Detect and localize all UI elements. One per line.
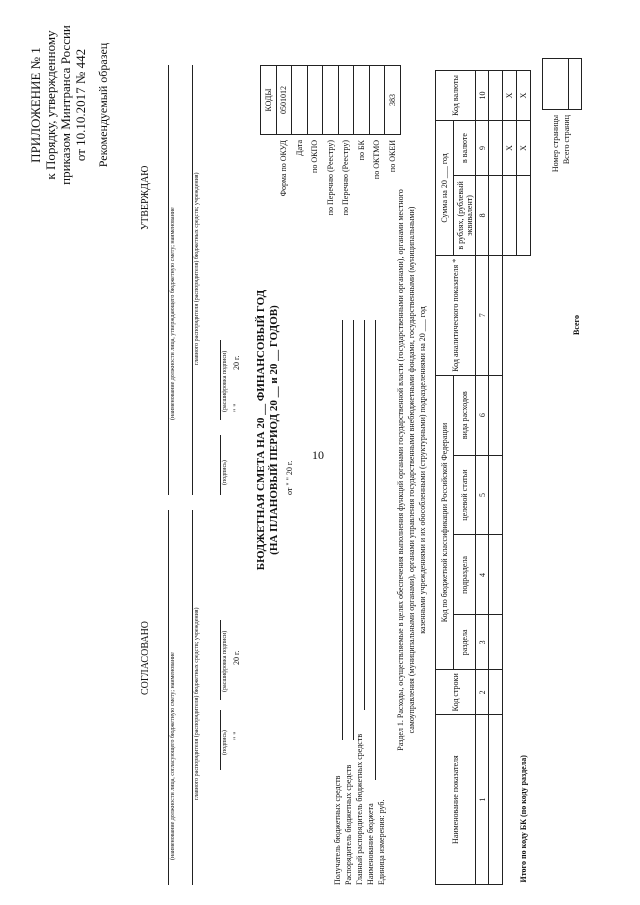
recommended-sample: Рекомендуемый образец — [96, 42, 110, 168]
page-num-box — [542, 58, 569, 110]
appendix-title: ПРИЛОЖЕНИЕ № 1 — [28, 47, 43, 163]
x-mark: X — [517, 71, 531, 121]
th-currency: в валюте — [454, 121, 476, 176]
agree-title: СОГЛАСОВАНО — [140, 620, 151, 695]
table-cell — [489, 715, 503, 885]
appendix-line: приказом Минтранса России — [58, 25, 73, 185]
code-label: Дата — [294, 140, 304, 156]
appendix-line: к Порядку, утвержденному — [43, 30, 58, 180]
section-line2: самоуправления (муниципальными органами), органами управления государственными внебюджетными фондами, государственными (муниципальными) — [407, 206, 416, 734]
approve-org-hint: главного распорядителя (распорядителя) бюджетных средств; учреждения) — [194, 172, 200, 365]
approve-title: УТВЕРЖДАЮ — [140, 165, 151, 230]
th-indicator-name: Наименование показателя — [436, 715, 476, 885]
table-cell — [489, 455, 503, 535]
appendix-line: от 10.10.2017 № 442 — [73, 48, 88, 162]
th-target: целевой статьи — [454, 455, 476, 535]
x-mark: X — [503, 71, 517, 121]
x-mark: X — [517, 121, 531, 176]
table-cell — [503, 175, 517, 255]
appendix-block — [28, 25, 111, 185]
table-cell — [489, 670, 503, 715]
code-label: по Перечню (Реестру) — [325, 140, 335, 216]
codes-header: КОДЫ — [261, 66, 277, 135]
table-cell — [489, 175, 503, 255]
table-cell — [489, 615, 503, 670]
approve-quote: " " — [232, 403, 241, 412]
table-cell — [517, 175, 531, 255]
table-cell — [489, 71, 503, 121]
expenses-table — [435, 70, 531, 885]
code-label: по ОКТМО — [372, 140, 381, 180]
th-section: раздела — [454, 615, 476, 670]
code-label: по ОКПО — [310, 140, 319, 173]
codes-table — [260, 65, 401, 135]
code-okpo — [307, 66, 323, 135]
code-registry-1 — [323, 66, 339, 135]
agree-decode-hint: (расшифровка подписи) — [222, 630, 228, 692]
col-num-4: 4 — [476, 535, 489, 615]
th-bk-code: Код по бюджетной классификации Российской Федерации — [436, 375, 454, 670]
table-cell — [489, 255, 503, 375]
rotated-document — [20, 20, 620, 890]
agree-date: 20 г. — [232, 650, 241, 665]
code-label: по БК — [356, 140, 366, 161]
table-cell — [489, 121, 503, 176]
approve-date: 20 г. — [232, 355, 241, 370]
codes-labels — [276, 140, 400, 250]
footer-pages-total: Всего страниц — [562, 115, 571, 165]
label-unit: Единица измерения: руб. — [377, 799, 386, 885]
th-analytic-code: Код аналитического показателя * — [436, 255, 476, 375]
th-sum: Сумма на 20 ___ год — [436, 121, 454, 256]
footer-labels — [550, 115, 572, 200]
col-num-3: 3 — [476, 615, 489, 670]
code-label: по ОКЕИ — [387, 140, 397, 173]
total-bk-label: Итого по коду БК (по коду раздела) — [519, 755, 528, 883]
col-num-2: 2 — [476, 670, 489, 715]
label-manager: Распорядитель бюджетных средств — [344, 764, 353, 885]
label-recipient: Получатель бюджетных средств — [333, 775, 342, 885]
recipient-labels — [332, 734, 387, 885]
code-registry-2 — [338, 66, 354, 135]
agree-org-hint: главного распорядителя (распорядителя) бюджетных средств; учреждения) — [194, 607, 200, 800]
code-bk — [354, 66, 370, 135]
label-chief-manager: Главный распорядитель бюджетных средств — [355, 733, 364, 885]
agree-position-hint: (наименование должности лица, согласующего бюджетную смету; наименование — [170, 652, 176, 860]
footer-page-num: Номер страницы — [551, 115, 560, 173]
pages-total-box — [567, 58, 582, 110]
heading-line1: БЮДЖЕТНАЯ СМЕТА НА 20 __ ФИНАНСОВЫЙ ГОД — [255, 289, 267, 571]
total-label: Всего — [572, 315, 581, 335]
approve-decode-hint: (расшифровка подписи) — [222, 350, 228, 412]
col-num-8: 8 — [476, 175, 489, 255]
table-cell — [503, 255, 517, 884]
th-row-code: Код строки — [436, 670, 476, 715]
agree-quote: " " — [232, 731, 241, 740]
table-cell — [489, 535, 503, 615]
doc-heading — [255, 270, 281, 590]
th-currency-code: Код валюты — [436, 71, 476, 121]
approve-sign-hint: (подпись) — [222, 460, 228, 485]
approve-position-hint: (наименование должности лица, утверждающего бюджетную смету; наименование — [170, 207, 176, 420]
col-num-6: 6 — [476, 375, 489, 455]
col-num-1: 1 — [476, 715, 489, 885]
th-expense-type: вида расходов — [454, 375, 476, 455]
col-num-9: 9 — [476, 121, 489, 176]
code-okei: 383 — [385, 66, 401, 135]
col-num-5: 5 — [476, 455, 489, 535]
section-line3: казенными учреждениями и их обособленными (структурными) подразделениями на 20 ___ год — [418, 306, 427, 634]
code-label: по Перечню (Реестру) — [341, 140, 350, 216]
code-date — [292, 66, 308, 135]
heading-line2: (НА ПЛАНОВЫЙ ПЕРИОД 20 __ и 20 __ ГОДОВ) — [268, 305, 280, 555]
section-title — [395, 60, 428, 880]
th-rub: в рублях, (рублевый эквивалент) — [454, 175, 476, 255]
table-cell — [489, 375, 503, 455]
code-label: Форма по ОКУД — [279, 140, 288, 197]
section-line1: Раздел 1. Расходы, осуществляемые в целях обеспечения выполнения функций органами государственной власти (государственными органами), органами местного — [396, 189, 405, 751]
label-budget-name: Наименование бюджета — [366, 803, 375, 885]
col-num-7: 7 — [476, 255, 489, 375]
x-mark: X — [503, 121, 517, 176]
code-oktmo — [369, 66, 385, 135]
agree-sign-hint: (подпись) — [222, 730, 228, 755]
page-number: 10 — [312, 448, 324, 462]
col-num-10: 10 — [476, 71, 489, 121]
th-subsection: подраздела — [454, 535, 476, 615]
heading-date: от " " 20 г. — [285, 460, 294, 495]
code-okud: 0501012 — [276, 66, 292, 135]
